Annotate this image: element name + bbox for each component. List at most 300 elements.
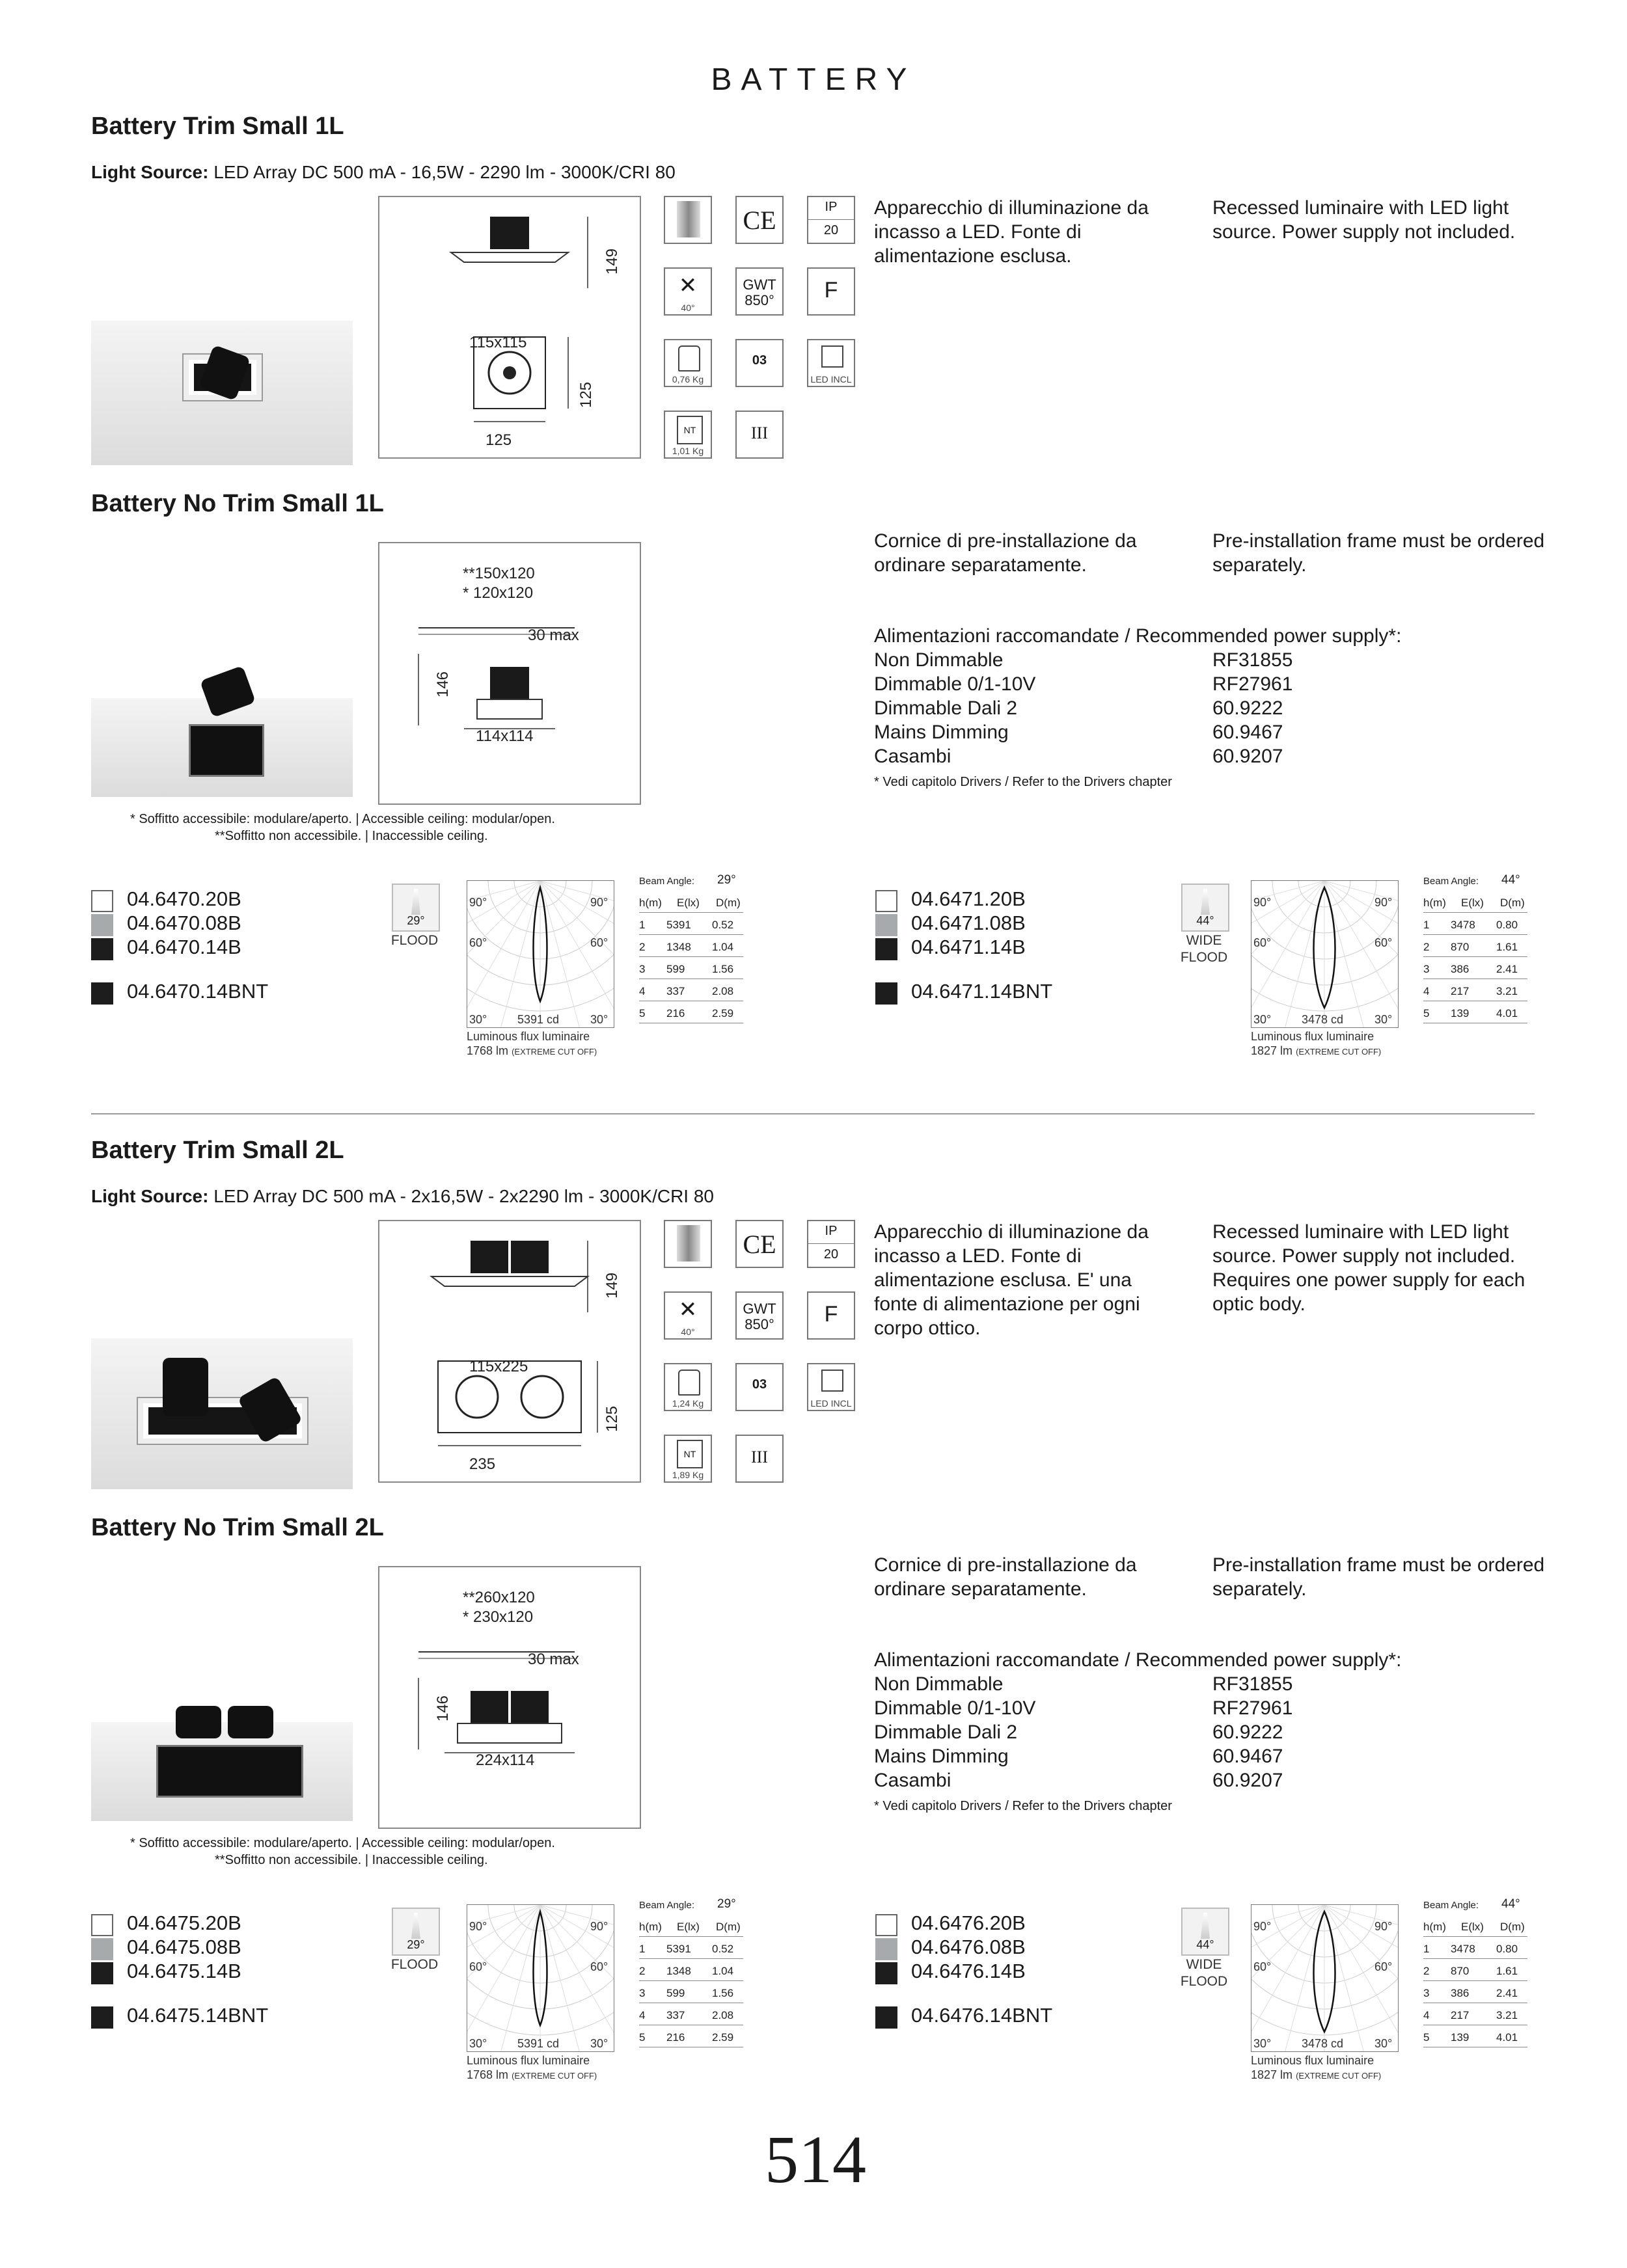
dim-cutout: 115x225 [469,1358,528,1375]
polar-peak-intensity: 5391 cd [517,1013,560,1026]
polar-label-30-right: 30° [590,2037,608,2050]
gwt-label: GWT [743,1301,776,1317]
power-supply-code: RF31855 [1212,1673,1293,1695]
beam-table-cell: 3478 [1451,919,1475,931]
power-supply-code: RF27961 [1212,1697,1293,1719]
finish-swatch-white [91,1914,113,1936]
class-iii-icon [735,411,784,459]
description-it: Apparecchio di illuminazione da incasso a LED. Fonte di alimentazione esclusa. [874,197,1149,267]
beam-icon [392,1908,440,1956]
polar-peak-intensity: 3478 cd [1302,1013,1344,1026]
light-source-text: LED Array DC 500 mA - 2x16,5W - 2x2290 lm - 3000K/CRI 80 [213,1186,715,1206]
description-en: Recessed luminaire with LED light source. Power supply not included. [1212,197,1516,243]
beam-table-cell: 4.01 [1496,2031,1518,2044]
trim-product-photo [91,1312,353,1489]
luminous-flux-line [1251,2068,1381,2082]
beam-table-cell: 2 [1423,1965,1430,1977]
beam-glyph [411,1913,420,1939]
beam-table-header-cell: h(m) [1423,1921,1446,1933]
beam-table-angle: 29° [717,873,736,887]
luminaire-body [490,667,529,699]
beam-angle-value: 40° [681,303,695,313]
spot-head [228,1706,273,1738]
ceiling-note-inaccessible: **Soffitto non accessibile. | Inaccessible ceiling. [215,829,488,843]
no-trim-product-photo [91,620,353,797]
product-code: 04.6475.14B [127,1960,241,1982]
beam-table-cell: 2.59 [712,1007,734,1019]
beam-table-cell: 1 [639,919,646,931]
led-included-text: LED INCL [810,374,852,385]
impact-rating-icon [735,1363,784,1411]
beam-table-cell: 337 [666,2009,685,2021]
power-supply-name: Dimmable 0/1-10V [874,1697,1036,1719]
beam-table-cell: 2 [639,941,646,953]
trim-technical-drawing [378,1220,641,1483]
finish-swatch-black [91,938,113,960]
polar-label-90-right: 90° [1374,1920,1393,1933]
beam-degree: 44° [1196,1938,1214,1951]
power-supply-code: 60.9207 [1212,1770,1283,1791]
beam-table-cell: 2.59 [712,2031,734,2044]
beam-table-row [1423,1965,1527,1981]
power-supply-code: 60.9207 [1212,746,1283,767]
beam-table-cell: 2 [1423,941,1430,953]
drivers-note: * Vedi capitolo Drivers / Refer to the Drivers chapter [874,1799,1172,1813]
beam-table-row [1423,1943,1527,1959]
beam-table-title: Beam Angle: [1423,1900,1479,1911]
beam-table-cell: 3 [639,963,646,975]
beam-table-row [639,1007,743,1023]
beam-table-row [1423,919,1527,935]
beam-table-cell: 2.08 [712,2009,734,2021]
beam-table-cell: 3 [639,1987,646,1999]
beam-table-header-cell: E(lx) [677,897,700,909]
housing-outline [458,1723,562,1743]
weight-no-trim-value: 1,01 Kg [672,446,704,456]
dim-cutout: 114x114 [476,727,534,745]
beam-table-row [1423,2009,1527,2025]
beam-table-title: Beam Angle: [639,876,695,887]
beam-table-cell: 216 [666,1007,685,1019]
luminous-flux-label: Luminous flux luminaire [467,1030,590,1043]
description-en: Recessed luminaire with LED light source. Power supply not included. Requires one power supply for each optic body. [1212,1221,1525,1315]
beam-table-row [639,919,743,935]
cut-off-note: (EXTREME CUT OFF) [1296,1047,1382,1057]
beam-type-line2: FLOOD [1180,1974,1228,1989]
polar-label-90-right: 90° [1374,896,1393,909]
lens-center [503,366,516,379]
product-code: 04.6476.08B [911,1936,1026,1958]
cut-off-note: (EXTREME CUT OFF) [512,1047,597,1057]
spot-head [176,1706,221,1738]
beam-table-cell: 599 [666,963,685,975]
finish-swatch-black [875,2006,897,2029]
beam-table-cell: 3 [1423,1987,1430,1999]
trim-flange [431,1276,588,1286]
polar-label-90-right: 90° [590,1920,608,1933]
beam-table-cell: 5 [1423,1007,1430,1019]
luminous-flux-label: Luminous flux luminaire [1251,1030,1374,1043]
beam-table-cell: 5 [1423,2031,1430,2044]
finish-swatch-grey [91,1938,113,1960]
beam-table-header-cell: h(m) [639,1921,662,1933]
beam-table-cell: 1.61 [1496,1965,1518,1977]
dim-max: 30 max [528,1651,579,1668]
no-trim-title: Battery No Trim Small 1L [91,490,384,517]
weight-icon [664,339,712,387]
polar-label-60-right: 60° [1374,936,1393,949]
cross-glyph: ✕ [678,273,698,298]
product-code: 04.6475.20B [127,1911,241,1934]
luminous-flux-value: 1827 lm [1251,2068,1293,2081]
frame-note-it: Cornice di pre-installazione da ordinare separatamente. [874,530,1137,576]
beam-table-cell: 1 [1423,919,1430,931]
finish-swatch-grey [875,914,897,936]
power-supply-heading: Alimentazioni raccomandate / Recommended power supply*: [874,1649,1402,1671]
polar-label-30-left: 30° [469,2037,487,2050]
beam-table-row [1423,1007,1527,1023]
beam-table-cell: 2 [639,1965,646,1977]
product-code: 04.6471.14B [911,936,1026,958]
luminous-flux-value: 1768 lm [467,1044,509,1057]
power-supply-code: 60.9222 [1212,1721,1283,1743]
polar-label-90-left: 90° [1253,1920,1272,1933]
product-code-no-trim: 04.6475.14BNT [127,2004,269,2027]
beam-table-row [639,941,743,957]
ip-rating-icon [807,196,855,244]
beam-degree: 44° [1196,914,1214,927]
polar-label-60-right: 60° [1374,1960,1393,1973]
frame-note-it: Cornice di pre-installazione da ordinare separatamente. [874,1554,1137,1600]
beam-table-row [1423,1987,1527,2003]
beam-table-header-cell: E(lx) [1461,1921,1484,1933]
no-trim-title: Battery No Trim Small 2L [91,1514,384,1541]
luminous-flux-label: Luminous flux luminaire [1251,2054,1374,2067]
beam-table-angle: 44° [1501,873,1520,887]
beam-table-header [1423,1921,1527,1937]
product-code-no-trim: 04.6476.14BNT [911,2004,1053,2027]
light-source [91,1186,714,1207]
ceiling-note-inaccessible: **Soffitto non accessibile. | Inaccessible ceiling. [215,1853,488,1867]
finish-swatch-black [91,1962,113,1984]
beam-table-cell: 870 [1451,941,1470,953]
beam-angle-icon [664,1291,712,1340]
beam-icon [392,884,440,932]
beam-table-angle: 29° [717,1897,736,1911]
beam-table-row [1423,963,1527,979]
beam-table-cell: 2.41 [1496,963,1518,975]
beam-table-header-cell: h(m) [639,897,662,909]
polar-label-60-left: 60° [469,1960,487,1973]
beam-table-cell: 1.56 [712,963,734,975]
led-glyph [821,345,843,368]
lens-circle [456,1376,498,1418]
ik-text: 03 [752,1377,767,1392]
dim-height: 146 [434,1695,452,1722]
beam-table-cell: 5 [639,2031,646,2044]
beam-table-cell: 1348 [666,941,691,953]
recessed-icon [664,196,712,244]
ce-text: CE [743,206,776,235]
power-supply-name: Non Dimmable [874,649,1004,671]
beam-table-row [639,2009,743,2025]
gwt-label: GWT [743,277,776,293]
beam-table-cell: 5391 [666,919,691,931]
luminaire-body [490,217,529,249]
beam-table-title: Beam Angle: [639,1900,695,1911]
power-supply-name: Casambi [874,1770,951,1791]
beam-type: WIDE [1186,1957,1222,1972]
luminous-flux-line [467,1044,597,1058]
beam-table [1423,1897,1527,2049]
power-supply-name: Dimmable Dali 2 [874,697,1018,719]
polar-label-90-right: 90° [590,896,608,909]
dim-frame-accessible: * 230x120 [463,1608,534,1626]
luminous-flux-label: Luminous flux luminaire [467,2054,590,2067]
beam-table-header-cell: E(lx) [1461,897,1484,909]
finish-swatch-grey [91,914,113,936]
trim-title: Battery Trim Small 2L [91,1137,344,1164]
beam-table-cell: 599 [666,1987,685,1999]
finish-swatch-black [875,938,897,960]
weight-no-trim-icon [664,1435,712,1483]
led-glyph [821,1370,843,1392]
beam-table-cell: 1 [639,1943,646,1955]
beam-angle-icon [664,267,712,316]
ik-text: 03 [752,353,767,368]
power-supply-code: 60.9467 [1212,722,1283,743]
beam-degree: 29° [407,1938,425,1951]
beam-table-cell: 1.04 [712,941,734,953]
product-code: 04.6476.20B [911,1911,1026,1934]
trim-flange [451,252,568,262]
beam-table-cell: 1 [1423,1943,1430,1955]
polar-label-60-right: 60° [590,936,608,949]
luminous-flux-line [467,2068,597,2082]
ceiling-note-accessible: * Soffitto accessibile: modulare/aperto. | Accessible ceiling: modular/open. [130,1836,555,1850]
weight-no-trim-icon [664,411,712,459]
dim-cutout: 224x114 [476,1751,535,1769]
trim-drawing-svg [379,197,640,457]
dim-height: 149 [603,248,622,275]
beam-table-header [639,897,743,913]
finish-swatch-white [875,1914,897,1936]
class-text: III [751,1448,768,1466]
dim-bottom: 125 [485,431,512,449]
beam-table-cell: 2.41 [1496,1987,1518,1999]
power-supply-name: Mains Dimming [874,1746,1009,1767]
beam-table-cell: 217 [1451,985,1470,997]
power-supply-name: Casambi [874,746,951,767]
beam-table-cell: 2.08 [712,985,734,997]
no-trim-cutout [189,724,264,777]
trim-technical-drawing [378,196,641,459]
power-supply-code: RF27961 [1212,673,1293,695]
polar-label-90-left: 90° [469,1920,487,1933]
trim-product-photo [91,288,353,465]
class-text: III [751,424,768,442]
dim-height: 149 [603,1272,622,1299]
ip-value: 20 [823,1247,839,1262]
f-mark-text: F [824,278,838,303]
beam-table-angle: 44° [1501,1897,1520,1911]
beam-table-cell: 139 [1451,1007,1470,1019]
weight-value: 1,24 Kg [672,1398,704,1409]
trim-drawing-svg [379,1221,640,1481]
product-code: 04.6475.08B [127,1936,241,1958]
glow-wire-icon [735,1291,784,1340]
finish-swatch-grey [875,1938,897,1960]
beam-table-header [639,1921,743,1937]
beam-angle-value: 40° [681,1327,695,1337]
page-number: 514 [765,2122,866,2197]
beam-table-cell: 1.56 [712,1987,734,1999]
light-source-text: LED Array DC 500 mA - 16,5W - 2290 lm - 3000K/CRI 80 [213,162,676,182]
dim-side: 125 [603,1405,622,1433]
dim-max: 30 max [528,627,579,644]
beam-table-cell: 1.61 [1496,941,1518,953]
recessed-icon [664,1220,712,1268]
polar-label-30-right: 30° [1374,1013,1393,1026]
beam-table-row [639,963,743,979]
dim-height: 146 [434,671,452,698]
beam-table-cell: 217 [1451,2009,1470,2021]
polar-label-30-left: 30° [469,1013,487,1026]
finish-swatch-white [91,890,113,912]
power-supply-name: Mains Dimming [874,722,1009,743]
ce-mark-icon [735,196,784,244]
beam-table-cell: 0.52 [712,1943,734,1955]
beam-table [639,873,743,1025]
beam-degree: 29° [407,914,425,927]
gwt-temp: 850° [745,1316,774,1332]
beam-table [1423,873,1527,1025]
beam-table-header-cell: D(m) [716,897,741,909]
power-supply-code: RF31855 [1212,649,1293,671]
beam-table-header [1423,897,1527,913]
product-code: 04.6471.20B [911,887,1026,910]
beam-type-line2: FLOOD [1180,950,1228,965]
product-code-no-trim: 04.6471.14BNT [911,980,1053,1003]
product-code: 04.6471.08B [911,911,1026,934]
frame-note-en: Pre-installation frame must be ordered separately. [1212,530,1545,576]
power-supply-heading: Alimentazioni raccomandate / Recommended power supply*: [874,625,1402,647]
product-code-no-trim: 04.6470.14BNT [127,980,269,1003]
beam-table-cell: 0.80 [1496,1943,1518,1955]
beam-table-cell: 386 [1451,1987,1470,1999]
beam-table-cell: 3478 [1451,1943,1475,1955]
finish-swatch-black [875,1962,897,1984]
f-mark-text: F [824,1302,838,1327]
beam-table-row [639,1987,743,2003]
spot-head [163,1358,208,1416]
ip-label: IP [808,200,854,220]
f-mark-icon [807,1291,855,1340]
dim-bottom: 235 [469,1455,496,1473]
no-trim-cutout [156,1745,303,1798]
luminous-flux-value: 1827 lm [1251,1044,1293,1057]
beam-table-cell: 3 [1423,963,1430,975]
trim-title: Battery Trim Small 1L [91,113,344,140]
beam-icon [1181,884,1229,932]
beam-table-row [639,2031,743,2047]
section-divider [91,1113,1535,1114]
beam-table-cell: 4 [1423,2009,1430,2021]
led-included-icon [807,339,855,387]
polar-label-30-left: 30° [1253,2037,1272,2050]
product-code: 04.6470.08B [127,911,241,934]
ip-value: 20 [823,223,839,237]
weight-value: 0,76 Kg [672,374,704,385]
beam-table-header-cell: h(m) [1423,897,1446,909]
polar-label-60-left: 60° [1253,936,1272,949]
light-source-label: Light Source: [91,162,209,182]
led-included-text: LED INCL [810,1398,852,1409]
beam-table-header-cell: D(m) [716,1921,741,1933]
beam-table-row [639,985,743,1001]
beam-table-cell: 4 [639,2009,646,2021]
polar-label-60-left: 60° [469,936,487,949]
beam-table-cell: 1348 [666,1965,691,1977]
beam-table-cell: 386 [1451,963,1470,975]
cross-glyph: ✕ [678,1297,698,1322]
family-title: BATTERY [711,62,916,97]
beam-table-cell: 337 [666,985,685,997]
polar-label-60-right: 60° [590,1960,608,1973]
beam-table-cell: 1.04 [712,1965,734,1977]
class-iii-icon [735,1435,784,1483]
beam-table-cell: 4 [1423,985,1430,997]
weight-glyph [678,1370,700,1396]
impact-rating-icon [735,339,784,387]
product-code: 04.6476.14B [911,1960,1026,1982]
recessed-glyph [677,201,700,237]
nt-label: NT [677,416,703,444]
cut-off-note: (EXTREME CUT OFF) [1296,2071,1382,2081]
beam-table-cell: 3.21 [1496,985,1518,997]
beam-table-row [1423,941,1527,957]
beam-glyph [1201,889,1210,915]
beam-table-header-cell: E(lx) [677,1921,700,1933]
polar-label-90-left: 90° [1253,896,1272,909]
beam-table-cell: 0.80 [1496,919,1518,931]
no-trim-product-photo [91,1644,353,1821]
polar-label-30-left: 30° [1253,1013,1272,1026]
dim-frame-inaccessible: **150x120 [463,565,535,582]
luminous-flux-line [1251,1044,1381,1058]
ip-label: IP [808,1224,854,1244]
beam-table-cell: 4 [639,985,646,997]
beam-table-cell: 870 [1451,1965,1470,1977]
power-supply-name: Non Dimmable [874,1673,1004,1695]
finish-swatch-black [91,982,113,1005]
power-supply-name: Dimmable Dali 2 [874,1721,1018,1743]
weight-glyph [678,345,700,371]
beam-table-header-cell: D(m) [1500,1921,1525,1933]
beam-table-cell: 139 [1451,2031,1470,2044]
beam-type: FLOOD [390,933,439,948]
dim-frame-accessible: * 120x120 [463,584,534,602]
polar-peak-intensity: 5391 cd [517,2037,560,2050]
housing-outline [477,699,542,719]
beam-table-title: Beam Angle: [1423,876,1479,887]
weight-no-trim-value: 1,89 Kg [672,1470,704,1480]
nt-label: NT [677,1440,703,1468]
polar-spoke [467,1905,540,1990]
beam-table-cell: 0.52 [712,919,734,931]
frame-note-en: Pre-installation frame must be ordered separately. [1212,1554,1545,1600]
light-source-label: Light Source: [91,1186,209,1206]
